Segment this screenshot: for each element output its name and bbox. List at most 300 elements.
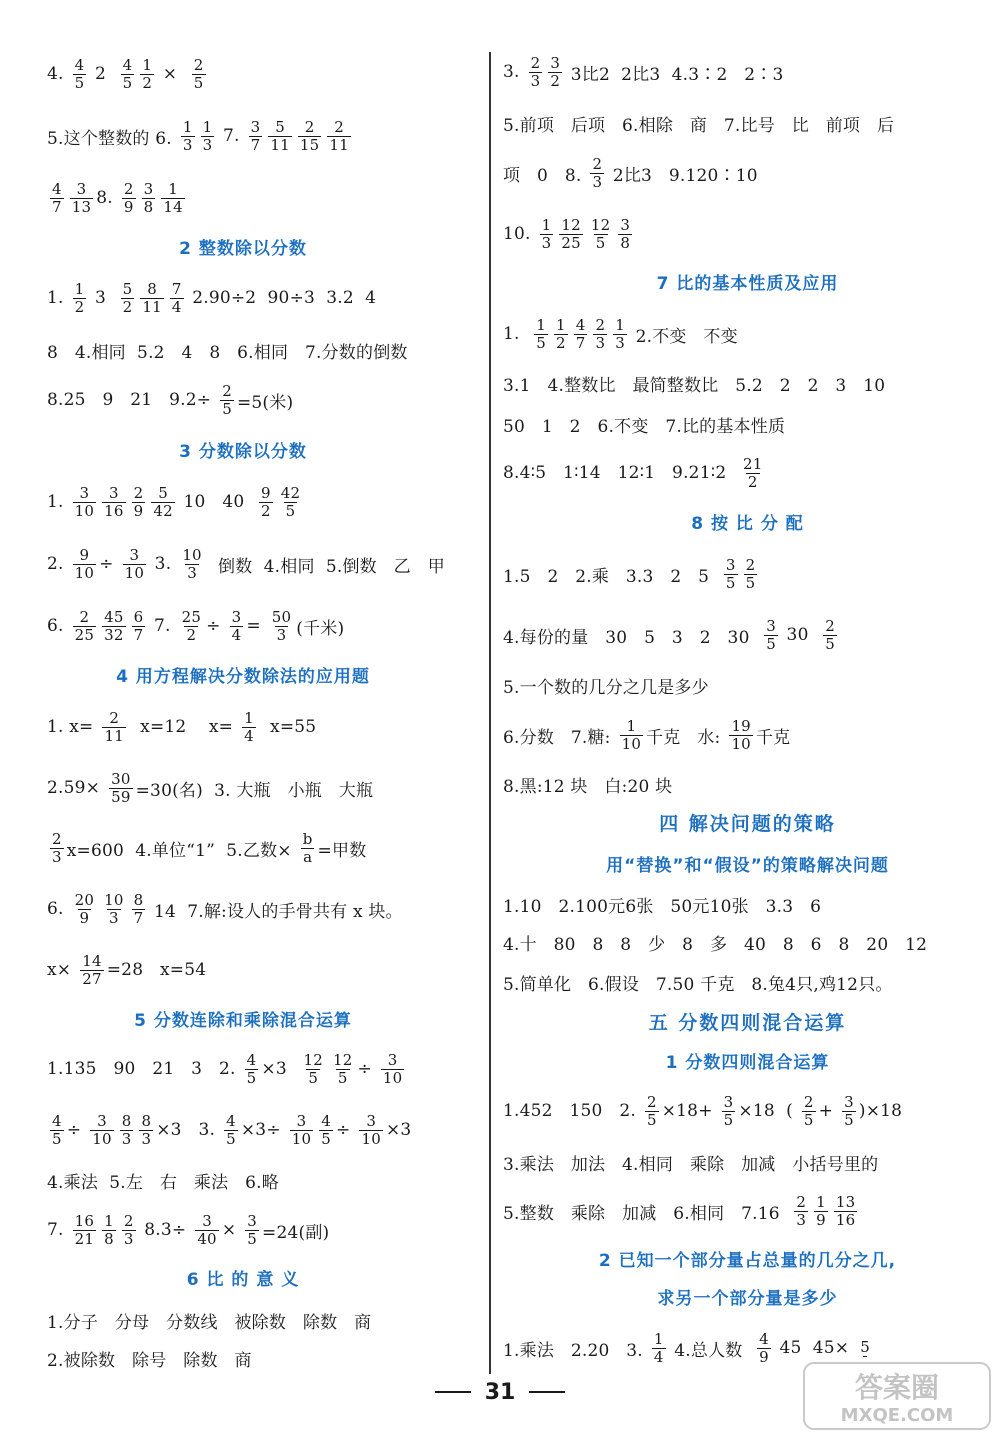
answer-text: x=600 4.单位“1” 5.乙数×	[66, 840, 292, 861]
fraction-numerator: 4	[321, 1111, 332, 1130]
fraction	[613, 317, 627, 352]
fraction-numerator: 2	[109, 708, 120, 727]
fraction	[50, 831, 64, 866]
fraction-numerator: 3	[97, 1111, 107, 1130]
fraction	[652, 1331, 666, 1366]
section-heading: 4 用方程解决分数除法的应用题	[116, 667, 370, 687]
fraction	[121, 57, 135, 92]
fraction-numerator: 3	[109, 483, 119, 502]
fraction	[741, 456, 765, 491]
fraction	[122, 1213, 136, 1248]
fraction-numerator: 1	[816, 1192, 826, 1211]
fraction	[90, 1113, 114, 1148]
fraction-numerator: 14	[82, 951, 102, 970]
fraction-numerator: 20	[74, 890, 95, 909]
answer-line	[47, 1047, 407, 1091]
fraction	[279, 485, 303, 520]
fraction	[245, 1052, 259, 1087]
answer-line	[503, 151, 764, 195]
fraction-denominator: 2	[747, 472, 758, 491]
section-heading: 8 按 比 分 配	[691, 514, 804, 534]
fraction-denominator: 21	[74, 1229, 95, 1248]
answer-text: 1.	[47, 492, 64, 512]
answer-line	[47, 887, 409, 931]
fraction-numerator: 4	[122, 55, 133, 74]
fraction-denominator: 32	[104, 625, 124, 644]
fraction	[823, 618, 837, 653]
watermark-line2: MXQE.COM	[840, 1405, 954, 1426]
fraction-denominator: 27	[82, 969, 102, 988]
section-heading: 四 解决问题的策略	[659, 813, 836, 835]
fraction	[170, 281, 184, 316]
fraction-denominator: 14	[163, 197, 183, 216]
fraction-numerator: 4	[759, 1329, 769, 1348]
fraction-denominator: 3	[182, 135, 193, 154]
fraction-numerator: 10	[182, 545, 202, 564]
fraction	[559, 217, 583, 252]
fraction-denominator: 10	[74, 501, 95, 520]
fraction-denominator: 8	[143, 197, 154, 216]
fraction-denominator: 3	[187, 563, 197, 582]
fraction-numerator: 1	[541, 215, 552, 234]
fraction-denominator: 5	[246, 1068, 257, 1087]
fraction-denominator: 8	[620, 233, 631, 252]
fraction-numerator: 50	[271, 607, 292, 626]
fraction	[123, 547, 147, 582]
answer-text: 5.前项 后项 6.相除 商 7.比号 比 前项 后	[503, 115, 895, 136]
fraction	[121, 281, 135, 316]
answer-text: ×3 3.	[156, 1120, 216, 1140]
fraction	[73, 609, 97, 644]
fraction-numerator: 2	[595, 315, 606, 334]
fraction	[220, 383, 234, 418]
fraction-numerator: 25	[181, 607, 202, 626]
answer-text: ×	[221, 1220, 237, 1240]
fraction-numerator: 30	[111, 769, 131, 788]
fraction-denominator: 5	[725, 573, 736, 592]
answer-line	[47, 948, 212, 992]
fraction-denominator: 4	[244, 726, 254, 745]
fraction	[230, 609, 244, 644]
answer-text: ÷	[66, 1120, 82, 1140]
fraction-denominator: 40	[197, 1229, 217, 1248]
fraction	[554, 317, 568, 352]
fraction	[359, 1113, 383, 1148]
answer-line	[503, 50, 790, 94]
fraction-numerator: 1	[142, 55, 153, 74]
fraction	[201, 119, 215, 154]
fraction	[195, 1213, 219, 1248]
fraction-numerator: 5	[275, 117, 285, 136]
answer-text: 7.	[217, 126, 240, 146]
answer-line	[503, 762, 678, 806]
answer-line	[47, 480, 305, 524]
fraction-numerator: 10	[104, 890, 124, 909]
fraction	[73, 1213, 97, 1248]
fraction	[102, 485, 126, 520]
section-heading: 1 分数四则混合运算	[665, 1053, 830, 1073]
fraction-numerator: b	[302, 829, 313, 848]
fraction-denominator: 4	[653, 1347, 664, 1366]
fraction-numerator: 9	[260, 483, 271, 502]
fraction-denominator: 11	[104, 726, 124, 745]
fraction	[645, 1094, 659, 1129]
answer-text: 千克 水:	[646, 727, 721, 748]
answer-text: 1. x=	[47, 717, 94, 737]
fraction	[70, 181, 94, 216]
fraction	[301, 831, 315, 866]
fraction	[102, 1213, 116, 1248]
fraction-denominator: 5	[844, 1110, 854, 1129]
fraction	[102, 892, 126, 927]
fraction-numerator: 3	[143, 179, 154, 198]
fraction-numerator: 13	[835, 1192, 856, 1211]
fraction-numerator: 42	[280, 483, 301, 502]
fraction-denominator: 3	[595, 333, 606, 352]
answer-line	[47, 1208, 335, 1252]
fraction-denominator: 10	[124, 563, 145, 582]
fraction-numerator: 1	[104, 1211, 114, 1230]
fraction	[181, 119, 195, 154]
fraction-numerator: 1	[626, 716, 637, 735]
fraction-numerator: 12	[561, 215, 581, 234]
fraction-numerator: 5	[860, 1338, 870, 1356]
fraction	[242, 710, 256, 745]
answer-text: 2比3 9.120∶10	[607, 165, 758, 186]
answer-line	[503, 613, 840, 657]
answer-line	[503, 361, 891, 405]
fraction-numerator: 2	[745, 555, 756, 574]
answer-text: 6.	[47, 899, 64, 919]
fraction	[180, 547, 204, 582]
fraction-denominator: 3	[796, 1210, 807, 1229]
section-heading: 求另一个部分量是多少	[657, 1289, 838, 1309]
fraction-numerator: 3	[202, 1211, 212, 1230]
fraction-numerator: 45	[104, 607, 124, 626]
fraction-denominator: 5	[646, 1110, 657, 1129]
fraction-numerator: 2	[803, 1092, 814, 1111]
answer-text: 8.25 9 21 9.2÷	[47, 390, 212, 410]
answer-line	[503, 312, 744, 356]
fraction-denominator: 2	[74, 297, 85, 316]
answer-text: 8.黑:12 块 白:20 块	[503, 776, 673, 797]
fraction-denominator: 2	[122, 297, 133, 316]
fraction-numerator: 1	[536, 315, 546, 334]
fraction-denominator: 9	[133, 501, 144, 520]
fraction	[548, 55, 562, 90]
fraction	[249, 119, 263, 154]
answer-text: 2.	[47, 554, 64, 574]
fraction-denominator: 9	[123, 197, 134, 216]
fraction	[724, 557, 738, 592]
fraction-numerator: 4	[226, 1111, 236, 1130]
fraction	[140, 57, 154, 92]
answer-text: x=55	[258, 717, 317, 737]
answer-line	[47, 176, 188, 220]
fraction	[618, 217, 632, 252]
answer-text: 8.	[96, 188, 113, 208]
answer-text: 5.一个数的几分之几是多少	[503, 677, 709, 698]
page-number-text: 31	[484, 1379, 516, 1405]
answer-text: 6.	[47, 616, 64, 636]
answer-text: +	[818, 1101, 834, 1121]
fraction	[73, 892, 97, 927]
fraction-numerator: 3	[250, 117, 261, 136]
section-heading: 用“替换”和“假设”的策略解决问题	[606, 856, 889, 876]
fraction-denominator: 16	[104, 501, 124, 520]
fraction-denominator: 7	[133, 908, 144, 927]
fraction-numerator: 5	[122, 279, 133, 298]
answer-text: 2	[89, 64, 112, 84]
fraction-numerator: 1	[182, 117, 193, 136]
fraction	[180, 609, 204, 644]
fraction	[590, 156, 604, 191]
fraction-numerator: 4	[52, 1111, 62, 1130]
fraction-denominator: 5	[247, 1229, 258, 1248]
fraction-numerator: 4	[246, 1050, 257, 1069]
answer-text: 8.3÷	[138, 1220, 187, 1240]
fraction-denominator: 5	[52, 1129, 62, 1148]
fraction-denominator: 3	[615, 333, 625, 352]
answer-text: 3.1 4.整数比 最简整数比 5.2 2 2 3 10	[503, 375, 886, 396]
fraction-denominator: 9	[759, 1347, 769, 1366]
fraction	[132, 485, 146, 520]
fraction-numerator: 2	[304, 117, 315, 136]
answer-line	[47, 1108, 417, 1152]
answer-text: 50 1 2 6.不变 7.比的基本性质	[503, 416, 786, 437]
fraction	[327, 119, 351, 154]
answer-text: ÷	[99, 554, 114, 574]
answer-line	[503, 1189, 860, 1233]
fraction-denominator: 5	[226, 1129, 236, 1148]
answer-text: ×	[157, 64, 183, 84]
fraction-numerator: 12	[590, 215, 611, 234]
fraction-denominator: 4	[171, 297, 182, 316]
answer-text: 5.整数 乘除 加减 6.相同 7.16	[503, 1203, 786, 1224]
answer-text: 1.	[503, 324, 526, 344]
fraction-denominator: 3	[123, 1229, 134, 1248]
fraction-denominator: 10	[731, 734, 751, 753]
fraction-numerator: 2	[133, 483, 144, 502]
fraction-denominator: 10	[621, 734, 642, 753]
fraction	[192, 57, 206, 92]
answer-line	[503, 713, 796, 757]
answer-text: 5.简单化 6.假设 7.50 千克 8.兔4只,鸡12只。	[503, 974, 893, 995]
fraction	[842, 1094, 856, 1129]
answer-line	[47, 52, 209, 96]
answer-text: 2.59×	[47, 778, 101, 798]
fraction-numerator: 2	[193, 55, 204, 74]
fraction-numerator: 3	[844, 1092, 854, 1111]
fraction	[290, 1113, 314, 1148]
fraction-denominator: 3	[52, 847, 62, 866]
answer-text: 1.452 150 2.	[503, 1101, 636, 1121]
fraction-denominator: 11	[270, 135, 290, 154]
fraction-numerator: 2	[79, 607, 90, 626]
fraction-denominator: 3	[109, 908, 119, 927]
fraction-numerator: 2	[796, 1192, 807, 1211]
answer-line	[503, 920, 933, 964]
answer-text: 1.10 2.100元6张 50元10张 3.3 6	[503, 896, 822, 917]
answer-text: ×3	[261, 1059, 293, 1079]
section-heading: 五 分数四则混合运算	[648, 1012, 847, 1034]
fraction-denominator: 5	[193, 73, 204, 92]
fraction-numerator: 1	[615, 315, 625, 334]
fraction-denominator: 10	[92, 1129, 112, 1148]
fraction-denominator: 59	[111, 787, 131, 806]
fraction-denominator: 42	[153, 501, 173, 520]
fraction-numerator: 1	[244, 708, 254, 727]
fraction-denominator: 3	[276, 625, 287, 644]
fraction-denominator: 3	[121, 1129, 132, 1148]
fraction	[593, 317, 607, 352]
fraction	[319, 1113, 333, 1148]
fraction-numerator: 2	[52, 829, 62, 848]
answer-text: =	[246, 616, 261, 636]
fraction	[73, 281, 87, 316]
answer-line	[47, 1158, 285, 1202]
answer-text: 3	[89, 288, 112, 308]
fraction-denominator: 5	[337, 1068, 348, 1087]
answer-text: ×3	[385, 1120, 412, 1140]
fraction-denominator: 7	[133, 625, 144, 644]
fraction-denominator: 5	[321, 1129, 332, 1148]
fraction	[331, 1052, 355, 1087]
fraction-numerator: 2	[123, 1211, 134, 1230]
fraction	[259, 485, 273, 520]
answer-text: 项 0 8.	[503, 165, 582, 186]
answer-line	[47, 705, 322, 749]
fraction-numerator: 2	[334, 117, 344, 136]
answer-line	[503, 1089, 908, 1133]
answer-text: 3比2 2比3 4.3∶2 2∶3	[565, 64, 784, 85]
fraction-numerator: 3	[231, 607, 242, 626]
fraction-numerator: 1	[168, 179, 178, 198]
answer-line	[503, 101, 900, 145]
fraction-numerator: 8	[121, 1111, 132, 1130]
fraction	[270, 609, 294, 644]
fraction	[151, 485, 175, 520]
answer-text: 1.135 90 21 3 2.	[47, 1059, 236, 1079]
fraction-denominator: 9	[79, 908, 90, 927]
fraction-denominator: 10	[291, 1129, 312, 1148]
answer-line	[47, 378, 299, 422]
fraction	[834, 1194, 858, 1229]
answer-text: ÷	[206, 616, 221, 636]
fraction	[381, 1052, 405, 1087]
answer-text: 1.	[47, 288, 64, 308]
fraction-numerator: 3	[76, 179, 87, 198]
fraction-numerator: 3	[129, 545, 140, 564]
fraction	[102, 609, 126, 644]
fraction-denominator: 2	[142, 73, 153, 92]
answer-line	[503, 960, 899, 1004]
fraction-denominator: 5	[122, 73, 133, 92]
fraction-denominator: 3	[141, 1129, 152, 1148]
fraction-denominator: 11	[329, 135, 349, 154]
answer-text: 3.	[149, 554, 172, 574]
fraction-denominator: 5	[308, 1068, 319, 1087]
answer-line	[503, 451, 767, 495]
fraction-numerator: 5	[158, 483, 168, 502]
fraction-numerator: 6	[133, 607, 144, 626]
fraction-denominator: 5	[74, 73, 85, 92]
fraction	[50, 181, 64, 216]
fraction	[729, 718, 753, 753]
answer-text: 4.	[47, 64, 64, 84]
fraction-denominator: a	[303, 847, 313, 866]
fraction-denominator: 2	[555, 333, 566, 352]
fraction-numerator: 2	[222, 381, 232, 400]
fraction	[534, 317, 548, 352]
answer-text: 1.分子 分母 分数线 被除数 除数 商	[47, 1312, 372, 1333]
fraction	[142, 181, 156, 216]
section-heading: 7 比的基本性质及应用	[656, 274, 839, 294]
fraction-numerator: 16	[74, 1211, 95, 1230]
fraction-denominator: 5	[723, 1110, 734, 1129]
fraction-denominator: 5	[803, 1110, 814, 1129]
fraction-numerator: 3	[79, 483, 90, 502]
fraction	[139, 1113, 153, 1148]
fraction-denominator: 5	[595, 233, 606, 252]
fraction-denominator: 7	[52, 197, 62, 216]
fraction-denominator: 13	[71, 197, 92, 216]
fraction	[132, 609, 146, 644]
fraction-denominator: 16	[835, 1210, 856, 1229]
fraction	[122, 181, 136, 216]
fraction-denominator: 2	[550, 71, 561, 90]
section-heading: 2 已知一个部分量占总量的几分之几,	[598, 1251, 897, 1271]
fraction	[764, 618, 778, 653]
answer-line	[47, 542, 451, 586]
fraction-denominator: 10	[361, 1129, 381, 1148]
fraction-denominator: 3	[202, 135, 213, 154]
page-number-dash-left	[435, 1391, 471, 1393]
fraction-numerator: 3	[725, 555, 736, 574]
fraction	[529, 55, 543, 90]
answer-text: =5(米)	[236, 392, 294, 413]
fraction	[224, 1113, 238, 1148]
page-number-dash-right	[529, 1391, 565, 1393]
fraction-numerator: 3	[620, 215, 631, 234]
fraction	[757, 1331, 771, 1366]
fraction	[120, 1113, 134, 1148]
fraction-numerator: 8	[133, 890, 144, 909]
fraction-denominator: 3	[541, 233, 552, 252]
fraction-numerator: 8	[147, 279, 157, 298]
fraction	[802, 1094, 816, 1129]
fraction-denominator	[863, 1356, 867, 1357]
answer-text: 2.90÷2 90÷3 3.2 4	[186, 288, 377, 308]
fraction-denominator: 5	[766, 634, 776, 653]
fraction	[540, 217, 554, 252]
answer-text: 3.乘法 加法 4.相同 乘除 加减 小括号里的	[503, 1154, 879, 1175]
answer-text: 倒数 4.相同 5.倒数 乙 甲	[206, 556, 445, 577]
answer-text: =甲数	[317, 840, 367, 861]
fraction-numerator: 4	[52, 179, 62, 198]
fraction	[245, 1213, 259, 1248]
fraction-numerator: 19	[731, 716, 751, 735]
fraction-denominator: 25	[74, 625, 95, 644]
answer-text: 8.4∶5 1∶14 12∶1 9.21∶2	[503, 463, 732, 483]
fraction	[722, 1094, 736, 1129]
watermark-line1: 答案圈	[854, 1371, 940, 1404]
answer-line	[503, 402, 791, 446]
fraction	[858, 1339, 872, 1357]
answer-line	[47, 826, 372, 870]
answer-line	[503, 552, 760, 596]
fraction-numerator: 3	[296, 1111, 307, 1130]
